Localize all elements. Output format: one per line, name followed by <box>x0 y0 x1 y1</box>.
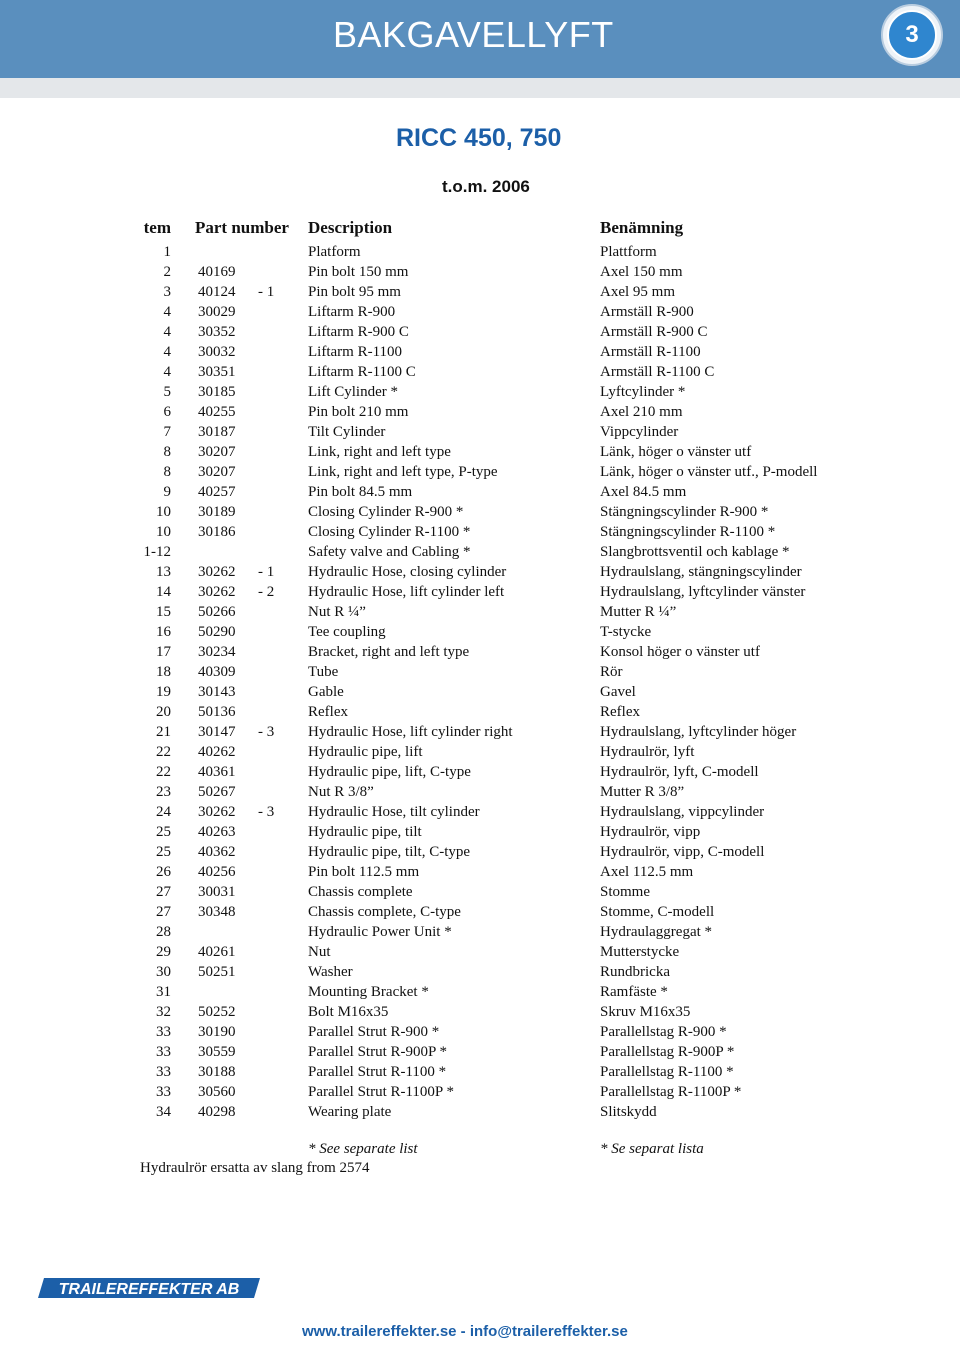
row-description: Hydraulic pipe, tilt, C-type <box>308 844 471 860</box>
row-description: Wearing plate <box>308 1104 392 1120</box>
table-row <box>0 442 960 462</box>
row-item: 23 <box>156 784 171 800</box>
row-description: Mounting Bracket * <box>308 984 429 1000</box>
row-description: Chassis complete <box>308 884 413 900</box>
row-part-number: 30234 <box>198 644 236 660</box>
row-part-suffix: - 1 <box>258 284 275 300</box>
row-part-number: 30031 <box>198 884 236 900</box>
row-benamning: Slangbrottsventil och kablage * <box>600 544 790 560</box>
row-part-number: 40256 <box>198 864 236 880</box>
row-item: 27 <box>156 884 171 900</box>
row-benamning: Armställ R-1100 <box>600 344 701 360</box>
row-description: Nut R 3/8” <box>308 784 374 800</box>
row-part-number: 30189 <box>198 504 236 520</box>
row-benamning: Stomme, C-modell <box>600 904 715 920</box>
row-description: Closing Cylinder R-900 * <box>308 504 464 520</box>
table-row <box>0 642 960 662</box>
row-description: Liftarm R-1100 <box>308 344 403 360</box>
row-part-number: 40298 <box>198 1104 236 1120</box>
row-benamning: Reflex <box>600 704 640 720</box>
table-row <box>0 1062 960 1082</box>
row-part-number: 30262 <box>198 584 236 600</box>
row-item: 18 <box>156 664 171 680</box>
row-description: Pin bolt 112.5 mm <box>308 864 420 880</box>
row-item: 30 <box>156 964 171 980</box>
row-benamning: Parallellstag R-1100 * <box>600 1064 734 1080</box>
row-part-suffix: - 1 <box>258 564 275 580</box>
row-item: 15 <box>156 604 171 620</box>
row-part-number: 30147 <box>198 724 236 740</box>
table-header <box>0 218 960 242</box>
row-description: Hydraulic Hose, tilt cylinder <box>308 804 480 820</box>
row-benamning: Hydraulrör, lyft, C-modell <box>600 764 759 780</box>
row-part-number: 30185 <box>198 384 236 400</box>
row-part-number: 30207 <box>198 464 236 480</box>
row-item: 29 <box>156 944 171 960</box>
header-part-number: Part number <box>195 218 289 237</box>
row-description: Nut R ¼” <box>308 604 366 620</box>
table-row <box>0 582 960 602</box>
row-benamning: Parallellstag R-1100P * <box>600 1084 742 1100</box>
table-row <box>0 1022 960 1042</box>
row-benamning: Länk, höger o vänster utf., P-modell <box>600 464 818 480</box>
row-benamning: Armställ R-1100 C <box>600 364 715 380</box>
row-part-number: 50267 <box>198 784 236 800</box>
row-part-number: 40309 <box>198 664 236 680</box>
row-part-number: 30190 <box>198 1024 236 1040</box>
row-benamning: Stomme <box>600 884 651 900</box>
row-benamning: Hydraulslang, lyftcylinder höger <box>600 724 797 740</box>
table-row <box>0 682 960 702</box>
row-part-number: 40257 <box>198 484 236 500</box>
table-row <box>0 522 960 542</box>
row-description: Hydraulic pipe, lift <box>308 744 423 760</box>
row-description: Parallel Strut R-1100P * <box>308 1084 454 1100</box>
row-benamning: Ramfäste * <box>600 984 668 1000</box>
row-benamning: Skruv M16x35 <box>600 1004 691 1020</box>
row-description: Hydraulic Power Unit * <box>308 924 452 940</box>
row-item: 1-12 <box>143 544 171 560</box>
row-description: Liftarm R-900 <box>308 304 396 320</box>
table-row <box>0 342 960 362</box>
row-item: 17 <box>156 644 171 660</box>
row-item: 8 <box>163 464 171 480</box>
row-part-number: 50252 <box>198 1004 236 1020</box>
row-item: 21 <box>156 724 171 740</box>
table-row <box>0 1102 960 1122</box>
row-item: 25 <box>156 824 171 840</box>
table-row <box>0 562 960 582</box>
model-title: RICC 450, 750 <box>396 124 562 152</box>
row-description: Gable <box>308 684 344 700</box>
row-description: Bracket, right and left type <box>308 644 470 660</box>
row-part-number: 40262 <box>198 744 236 760</box>
row-description: Chassis complete, C-type <box>308 904 461 920</box>
row-benamning: Hydraulrör, lyft <box>600 744 695 760</box>
row-description: Lift Cylinder * <box>308 384 398 400</box>
table-row <box>0 282 960 302</box>
table-row <box>0 482 960 502</box>
row-description: Pin bolt 210 mm <box>308 404 409 420</box>
table-row <box>0 722 960 742</box>
table-row <box>0 602 960 622</box>
row-benamning: Hydraulaggregat * <box>600 924 713 940</box>
table-row <box>0 902 960 922</box>
row-description: Hydraulic Hose, lift cylinder left <box>308 584 505 600</box>
row-description: Hydraulic Hose, lift cylinder right <box>308 724 513 740</box>
header-benamning: Benämning <box>600 218 684 237</box>
row-description: Liftarm R-900 C <box>308 324 409 340</box>
row-item: 6 <box>163 404 171 420</box>
table-row <box>0 1042 960 1062</box>
row-benamning: Rundbricka <box>600 964 670 980</box>
row-item: 3 <box>163 284 171 300</box>
row-description: Reflex <box>308 704 348 720</box>
row-item: 13 <box>156 564 171 580</box>
row-part-number: 40361 <box>198 764 236 780</box>
row-item: 7 <box>163 424 171 440</box>
table-row <box>0 402 960 422</box>
row-item: 19 <box>156 684 171 700</box>
page-title: BAKGAVELLYFT <box>333 14 614 55</box>
row-benamning: Hydraulslang, lyftcylinder vänster <box>600 584 806 600</box>
table-row <box>0 502 960 522</box>
header-band <box>0 78 960 98</box>
table-row <box>0 762 960 782</box>
table-row <box>0 542 960 562</box>
table-row <box>0 702 960 722</box>
row-benamning: Axel 84.5 mm <box>600 484 687 500</box>
table-row <box>0 922 960 942</box>
row-description: Parallel Strut R-1100 * <box>308 1064 447 1080</box>
row-item: 14 <box>156 584 171 600</box>
row-description: Platform <box>308 244 361 260</box>
row-description: Pin bolt 150 mm <box>308 264 409 280</box>
row-description: Hydraulic pipe, lift, C-type <box>308 764 471 780</box>
row-item: 26 <box>156 864 171 880</box>
row-item: 33 <box>156 1044 171 1060</box>
table-row <box>0 842 960 862</box>
row-item: 10 <box>156 504 171 520</box>
row-item: 16 <box>156 624 171 640</box>
row-item: 28 <box>156 924 171 940</box>
row-item: 1 <box>163 244 171 260</box>
row-description: Nut <box>308 944 331 960</box>
row-benamning: Armställ R-900 C <box>600 324 708 340</box>
page-number: 3 <box>887 10 937 60</box>
row-description: Pin bolt 95 mm <box>308 284 401 300</box>
table-row <box>0 742 960 762</box>
row-item: 33 <box>156 1084 171 1100</box>
row-item: 4 <box>163 304 171 320</box>
row-benamning: Länk, höger o vänster utf <box>600 444 752 460</box>
row-item: 31 <box>156 984 171 1000</box>
row-part-number: 30262 <box>198 564 236 580</box>
row-item: 33 <box>156 1024 171 1040</box>
row-benamning: Slitskydd <box>600 1104 657 1120</box>
table-row <box>0 882 960 902</box>
row-part-suffix: - 3 <box>258 804 275 820</box>
row-part-number: 30348 <box>198 904 236 920</box>
row-part-number: 30351 <box>198 364 236 380</box>
row-part-number: 30188 <box>198 1064 236 1080</box>
row-part-number: 40169 <box>198 264 236 280</box>
table-row <box>0 302 960 322</box>
row-description: Tilt Cylinder <box>308 424 386 440</box>
table-row <box>0 462 960 482</box>
row-benamning: Vippcylinder <box>600 424 679 440</box>
row-benamning: Rör <box>600 664 623 680</box>
row-item: 5 <box>163 384 171 400</box>
table-row <box>0 662 960 682</box>
table-row <box>0 942 960 962</box>
row-benamning: T-stycke <box>600 624 652 640</box>
row-item: 33 <box>156 1064 171 1080</box>
row-part-number: 40255 <box>198 404 236 420</box>
row-part-number: 30262 <box>198 804 236 820</box>
table-row <box>0 802 960 822</box>
row-description: Tee coupling <box>308 624 386 640</box>
note-see-separate-list: * See separate list <box>308 1141 418 1157</box>
page-number-badge <box>881 4 943 66</box>
table-row <box>0 1082 960 1102</box>
row-part-number: 50251 <box>198 964 236 980</box>
row-item: 25 <box>156 844 171 860</box>
row-item: 20 <box>156 704 171 720</box>
row-part-number: 30143 <box>198 684 236 700</box>
row-part-number: 30559 <box>198 1044 236 1060</box>
footnote: Hydraulrör ersatta av slang from 2574 <box>140 1160 370 1176</box>
model-year: t.o.m. 2006 <box>442 177 530 196</box>
row-item: 27 <box>156 904 171 920</box>
row-description: Pin bolt 84.5 mm <box>308 484 413 500</box>
row-description: Tube <box>308 664 339 680</box>
row-item: 8 <box>163 444 171 460</box>
row-benamning: Lyftcylinder * <box>600 384 686 400</box>
table-row <box>0 422 960 442</box>
row-part-number: 50290 <box>198 624 236 640</box>
row-item: 9 <box>163 484 171 500</box>
header-description: Description <box>308 218 393 237</box>
row-description: Hydraulic pipe, tilt <box>308 824 422 840</box>
row-benamning: Stängningscylinder R-900 * <box>600 504 769 520</box>
row-part-number: 30187 <box>198 424 236 440</box>
row-description: Parallel Strut R-900P * <box>308 1044 448 1060</box>
row-benamning: Hydraulslang, vippcylinder <box>600 804 765 820</box>
table-row <box>0 382 960 402</box>
row-part-suffix: - 2 <box>258 584 275 600</box>
table-row <box>0 862 960 882</box>
row-benamning: Armställ R-900 <box>600 304 694 320</box>
row-benamning: Gavel <box>600 684 636 700</box>
row-benamning: Axel 95 mm <box>600 284 675 300</box>
row-description: Liftarm R-1100 C <box>308 364 416 380</box>
row-part-number: 40124 <box>198 284 236 300</box>
row-benamning: Stängningscylinder R-1100 * <box>600 524 776 540</box>
row-part-number: 40263 <box>198 824 236 840</box>
table-row <box>0 622 960 642</box>
row-item: 22 <box>156 744 171 760</box>
table-row <box>0 782 960 802</box>
note-se-separat-lista: * Se separat lista <box>600 1141 704 1157</box>
row-description: Safety valve and Cabling * <box>308 544 471 560</box>
table-row <box>0 962 960 982</box>
table-row <box>0 322 960 342</box>
row-benamning: Axel 210 mm <box>600 404 683 420</box>
row-benamning: Hydraulrör, vipp <box>600 824 701 840</box>
row-benamning: Plattform <box>600 244 657 260</box>
row-part-number: 30352 <box>198 324 236 340</box>
table-row <box>0 262 960 282</box>
row-benamning: Hydraulrör, vipp, C-modell <box>600 844 765 860</box>
row-part-number: 30560 <box>198 1084 236 1100</box>
row-description: Washer <box>308 964 353 980</box>
row-benamning: Mutter R 3/8” <box>600 784 685 800</box>
row-item: 34 <box>156 1104 171 1120</box>
row-item: 4 <box>163 324 171 340</box>
row-description: Bolt M16x35 <box>308 1004 389 1020</box>
table-row <box>0 242 960 262</box>
row-item: 22 <box>156 764 171 780</box>
row-benamning: Hydraulslang, stängningscylinder <box>600 564 802 580</box>
row-part-number: 50136 <box>198 704 236 720</box>
row-part-number: 40362 <box>198 844 236 860</box>
header-item: tem <box>143 218 171 237</box>
row-description: Hydraulic Hose, closing cylinder <box>308 564 507 580</box>
row-part-suffix: - 3 <box>258 724 275 740</box>
row-benamning: Mutter R ¼” <box>600 604 677 620</box>
row-description: Closing Cylinder R-1100 * <box>308 524 471 540</box>
page-header <box>0 0 960 78</box>
row-description: Link, right and left type, P-type <box>308 464 498 480</box>
row-part-number: 50266 <box>198 604 236 620</box>
row-benamning: Axel 150 mm <box>600 264 683 280</box>
row-item: 4 <box>163 344 171 360</box>
row-item: 4 <box>163 364 171 380</box>
row-description: Parallel Strut R-900 * <box>308 1024 440 1040</box>
row-item: 24 <box>156 804 171 820</box>
table-row <box>0 1002 960 1022</box>
row-part-number: 30207 <box>198 444 236 460</box>
logo-text: TRAILEREFFEKTER AB <box>58 1281 240 1298</box>
parts-table <box>0 242 960 1122</box>
footer-contact: www.trailereffekter.se - info@trailereffekter.se <box>302 1323 628 1340</box>
row-description: Link, right and left type <box>308 444 451 460</box>
row-item: 32 <box>156 1004 171 1020</box>
table-row <box>0 982 960 1002</box>
row-part-number: 40261 <box>198 944 236 960</box>
row-part-number: 30186 <box>198 524 236 540</box>
row-benamning: Axel 112.5 mm <box>600 864 694 880</box>
row-benamning: Mutterstycke <box>600 944 680 960</box>
row-item: 10 <box>156 524 171 540</box>
row-part-number: 30029 <box>198 304 236 320</box>
row-benamning: Parallellstag R-900 * <box>600 1024 727 1040</box>
row-part-number: 30032 <box>198 344 236 360</box>
row-benamning: Konsol höger o vänster utf <box>600 644 760 660</box>
row-item: 2 <box>163 264 171 280</box>
row-benamning: Parallellstag R-900P * <box>600 1044 735 1060</box>
table-row <box>0 362 960 382</box>
trailereffekter-logo <box>38 1274 260 1302</box>
table-row <box>0 822 960 842</box>
